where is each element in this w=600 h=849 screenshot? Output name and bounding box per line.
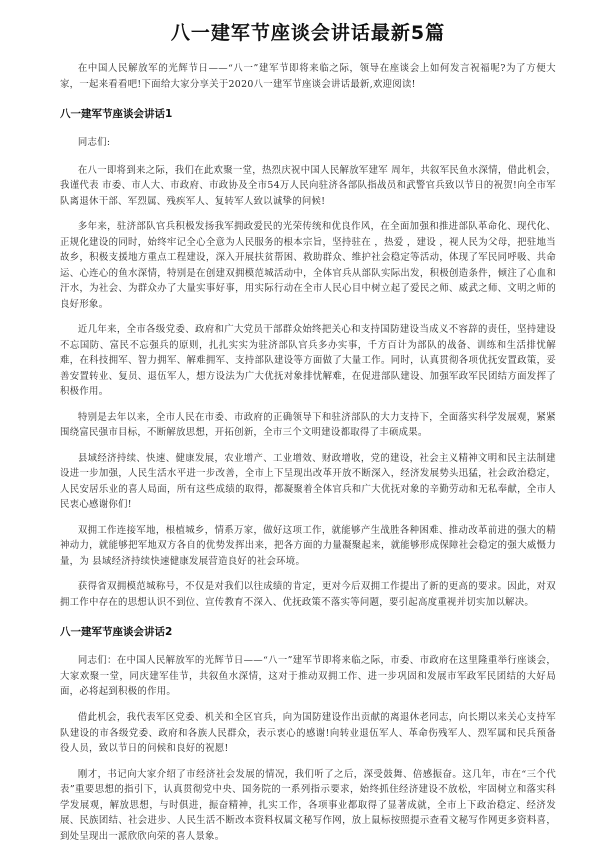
speech-1-paragraph: 多年来，驻济部队官兵积极发扬我军拥政爱民的光荣传统和优良作风，在全面加强和推进部队革命化、现代化、正规化建设的同时，始终牢记全心全意为人民服务的根本宗旨，坚持驻在 ，热爱 ，建设 ，视人民为父母，把驻地当故乡，积极支援地方重点工程建设，深入开展扶贫帮困、救助群众、维护社会稳定等活动，体现了军民同呼吸、共命运、心连心的鱼水深情，特别是在创建双拥模范城活动中，全体官兵从部队实际出发，积极创造条件，倾注了心血和汗水，为社会、为群众办了大量实事好事，用实际行动在全市人民心目中树立起了爱民之师、威武之师、文明之师的良好形象。	[60, 221, 556, 310]
page-title: 八一建军节座谈会讲话最新5篇	[170, 22, 446, 44]
speech-1-paragraph: 获得省双拥模范城称号，不仅是对我们以往成绩的肯定，更对今后双拥工作提出了新的更高的要求。因此，对双拥工作中存在的思想认识不到位、宣传教育不深入、优抚政策不落实等问题，要引起高度重视并切实加以解决。	[60, 581, 556, 608]
speech-1-greeting: 同志们:	[77, 137, 111, 149]
speech-2-paragraph: 借此机会，我代表军区党委、机关和全区官兵，向为国防建设作出贡献的离退休老同志，向长期以来关心支持军队建设的市各级党委、政府和各族人民群众，表示衷心的感谢!向转业退伍军人、革命伤残军人、烈军属和民兵预备役人员，致以节日的问候和良好的祝愿!	[60, 711, 556, 755]
intro-paragraph: 在中国人民解放军的光辉节日——“八一”建军节即将来临之际，领导在座谈会上如何发言祝福呢?为了方便大家，一起来看看吧!下面给大家分享关于2020八一建军节座谈会讲话最新,欢迎阅读!	[60, 63, 556, 90]
speech-1-paragraph: 县域经济持续、快速、健康发展，农业增产、工业增效、财政增收，党的建设，社会主义精神文明和民主法制建设进一步加强，人民生活水平进一步改善，全市上下呈现出改革开放不断深入，经济发展势头迅猛，社会政治稳定，人民安居乐业的喜人局面，所有这些成绩的取得，都凝聚着全体官兵和广大优抚对象的辛勤劳动和无私奉献，全市人民衷心感谢你们!	[60, 452, 556, 511]
speech-1-paragraph: 双拥工作连接军地，根植城乡，情系万家，做好这项工作，就能够产生战胜各种困难、推动改革前进的强大的精神动力，就能够把军地双方各自的优势发挥出来，把各方面的力量凝聚起来，就能够形成保障社会稳定的强大威慑力量，为 县域经济持续快速健康发展营造良好的社会环境。	[60, 524, 556, 567]
speech-1-paragraph: 在八一即将到来之际，我们在此欢聚一堂，热烈庆祝中国人民解放军建军 周年，共叙军民鱼水深情，借此机会，我谨代表 市委、市人大、市政府、市政协及全市54万人民向驻济各部队指战员和武警官兵致以节日的祝贺!向全市军队离退休干部、军烈属、残疾军人、复转军人致以诚挚的问候!	[60, 164, 556, 207]
speech-1-paragraph: 近几年来，全市各级党委、政府和广大党员干部群众始终把关心和支持国防建设当成义不容辞的责任，坚持建设不忘国防、富民不忘强兵的原则，扎扎实实为驻济部队官兵多办实事，千方百计为部队的战备、训练和生活排忧解难，在科技拥军、智力拥军、解难拥军、支持部队建设等方面做了大量工作。同时，认真贯彻各项优抚安置政策，妥善安置转业、复员、退伍军人，想方设法为广大优抚对象排忧解难，在促进部队建设、加强军政军民团结方面发挥了积极作用。	[60, 324, 556, 398]
speech-1-heading: 八一建军节座谈会讲话1	[60, 108, 173, 121]
speech-2-paragraph: 刚才，书记向大家介绍了市经济社会发展的情况，我们听了之后，深受鼓舞、倍感振奋。这几年，市在“三个代表”重要思想的指引下，认真贯彻党中央、国务院的一系列指示要求，始终抓住经济建设不放松，牢固树立和落实科学发展观，解放思想，与时俱进，振奋精神，扎实工作，各项事业都取得了显著成就，全市上下政治稳定、经济发展、民族团结、社会进步、人民生活不断改本资料权属文秘写作网，放上鼠标按照提示查看文秘写作网更多资料喜，到处呈现出一派欣欣向荣的喜人景象。	[60, 768, 556, 842]
speech-2-paragraph: 同志们：在中国人民解放军的光辉节日——“八一”建军节即将来临之际，市委、市政府在这里隆重举行座谈会，大家欢聚一堂，同庆建军佳节，共叙鱼水深情，这对于推动双拥工作、进一步巩固和发展市军政军民团结的大好局面，必将起到积极的作用。	[60, 655, 556, 698]
speech-2-heading: 八一建军节座谈会讲话2	[60, 626, 173, 639]
speech-1-paragraph: 特别是去年以来，全市人民在市委、市政府的正确领导下和驻济部队的大力支持下，全面落实科学发展观，紧紧围绕富民强市目标，不断解放思想，开拓创新，全市三个文明建设都取得了丰硕成果。	[60, 411, 556, 439]
